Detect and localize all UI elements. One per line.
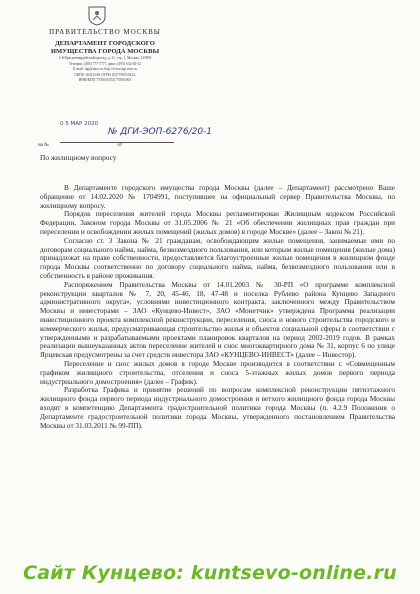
email: E-mail: dgi@mos.ru, http://www.dgi.mos.ru (73, 67, 137, 72)
from-label: от (117, 143, 123, 148)
on-label: на № (38, 143, 49, 148)
paragraph: Разработка Графика и принятие решений по вопросам комплексной реконструкции пятиэтажного жилищного фонда первого периода индустриального домостроения и ветхого жилищного фонда города Москвы входят в компетенцию Департамента градостроительной политики города Москвы (п. 4.2.9 Положения о Департаменте градостроительной политики города Москвы, утвержденного постановлением Правительства Москвы от 31.03.2011 № 99-ПП). (40, 386, 395, 430)
reply-reference (38, 143, 122, 148)
inn: ИНН/КПП 7705031674/770301001 (78, 78, 132, 83)
department-name-line2: ИМУЩЕСТВА ГОРОДА МОСКВЫ (50, 48, 160, 55)
registration-number (108, 127, 212, 137)
okpo: ОКПО 16412348, ОГРН 1037739510423, (74, 72, 136, 77)
department-name-line1: ДЕПАРТАМЕНТ ГОРОДСКОГО (55, 40, 155, 47)
site-watermark: Сайт Кунцево: kuntsevo-online.ru (23, 562, 397, 584)
paragraph: Согласно ст. 3 Закона № 21 гражданам, освобождающим жилые помещения, занимаемые ими по договорам социального найма, найма, безвозмездного пользования, или которым жилые помещения (жилые дома) принадлежат на праве собственности, предоставляется благоустроенные жилые помещения в жилищном фонде города Москвы соответственно по договору социального найма, найма, безвозмездного пользования или в собственность в районе проживания. (40, 236, 395, 280)
letterhead (30, 28, 180, 56)
government-title: ПРАВИТЕЛЬСТВО МОСКВЫ (49, 28, 161, 36)
department-name (30, 40, 180, 56)
date-stamp: 0 5 МАР 2020 (60, 121, 99, 127)
paragraph: В Департаменте городского имущества города Москвы (далее – Департамент) рассмотрено Ваше обращение от 14.02.2020 № 1704991, поступившее на официальный сервер Правительства Москвы, по жилищному вопросу. (40, 184, 395, 210)
paragraph: Порядок переселения жителей города Москвы регламентирован Жилищным кодексом Российской Федерации, Законом города Москвы от 31.05.2006 № 21 «Об обеспечении жилищных прав граждан при переселении и освобождении жилых помещений (жилых домов) в городе Москве» (далее – Закон № 21). (40, 210, 395, 236)
paragraph: Переселение и снос жилых домов в городе Москве производится в соответствии с «Совмещенным графиком жилищного строительства, отселения и сноса 5-этажных жилых домов первого периода индустриального домостроения» (далее – График). (40, 359, 395, 386)
address: 1-й Красногвардейский проезд, д. 21, стр. 1, Москва, 125993 (58, 56, 152, 60)
moscow-coat-of-arms-icon (88, 6, 106, 26)
letter-body (40, 184, 395, 430)
paragraph: Распоряжением Правительства Москвы от 14.01.2003 № 30-РП «О программе комплексной реконструкции кварталов № 7, 20, 45-46, 18, 47-48 и поселка Рублево района Кунцево Западного административного округа», условиями инвестиционного контракта, заключенного между Правительством Москвы и инвесторами – ЗАО «Кунцево-Инвест», ЗАО «Монетчик» утверждена Программа реализации инвестиционного проекта комплексной реконструкции, переселения, сноса и нового строительства городского и коммерческого жилья, предусматривающая строительство жилья и объектов социальной сферы в соответствии с утвержденными и разрабатываемыми проектами планировок кварталов на период 2002-2019 годов. В рамках реализации вышеуказанных актов переселение жителей и снос многоквартирного дома № 31, корпус 6 по улице Ярцевская предусмотрены за счет средств инвестора ЗАО «КУНЦЕВО-ИНВЕСТ» (далее – Инвестор). (40, 280, 395, 360)
phone: Телефон: (495) 777-7777, факс: (495) 632-65-52 (68, 61, 141, 66)
number-value: ДГИ-ЭОП-6276/20-1 (120, 127, 213, 137)
contact-block (30, 56, 180, 84)
letter-subject: По жилищному вопросу (40, 153, 117, 162)
number-prefix: № (108, 127, 118, 137)
